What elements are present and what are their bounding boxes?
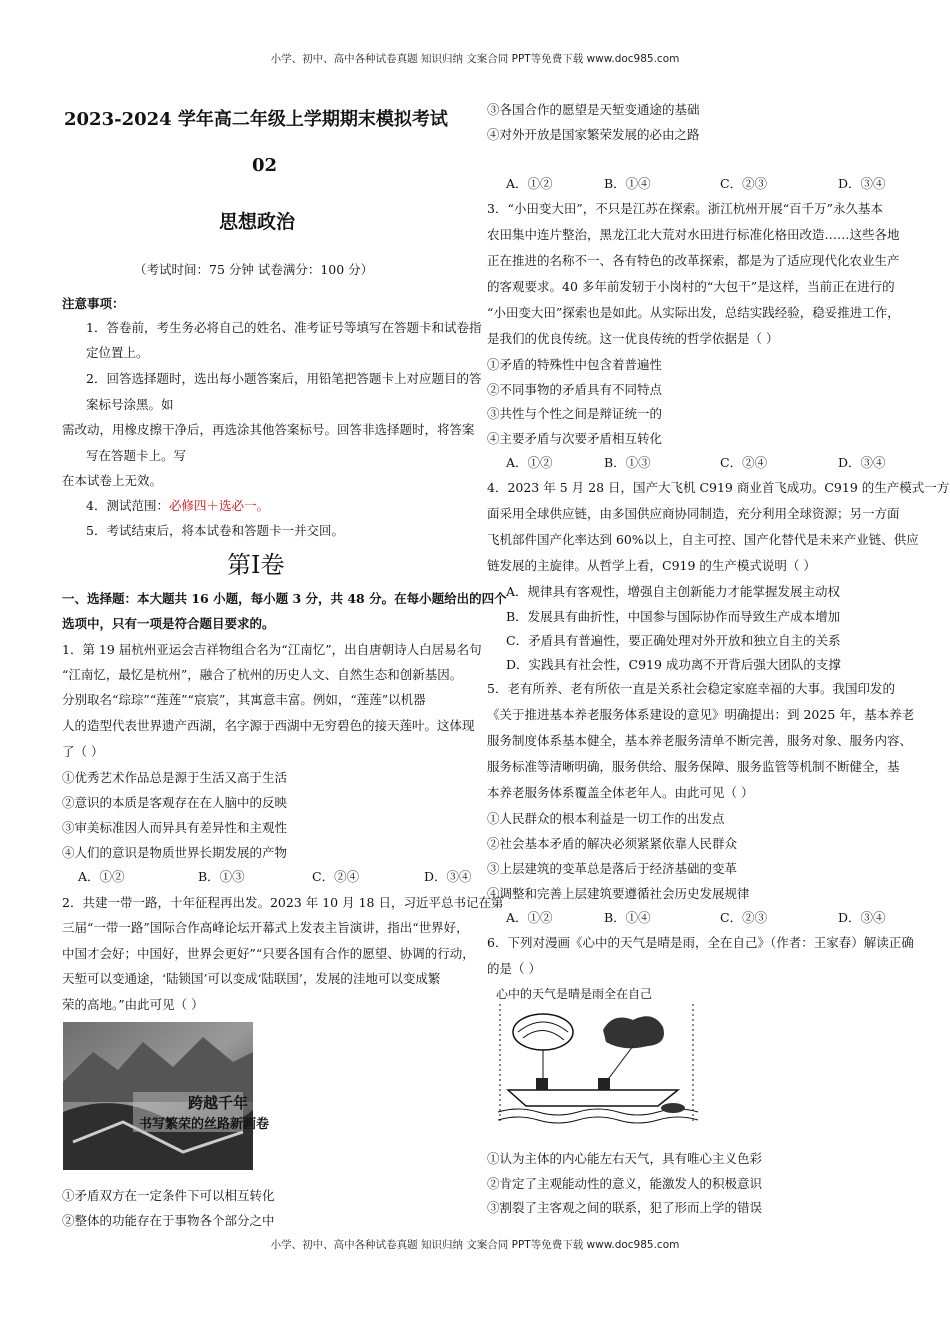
q6-stem-1: 6．下列对漫画《心中的天气是晴是雨，全在自己》（作者：王家春）解读正确	[487, 935, 914, 950]
q1-statement-1: ①优秀艺术作品总是源于生活又高于生活	[62, 770, 288, 785]
cartoon-caption: 心中的天气是晴是雨全在自己	[496, 987, 653, 1001]
q3-stem-4: 的客观要求。40 多年前发轫于小岗村的“大包干”是这样，当前正在进行的	[487, 279, 895, 294]
note-2b: 案标号涂黑。如	[86, 397, 174, 412]
q4-option-a[interactable]: A．规律具有客观性，增强自主创新能力才能掌握发展主动权	[506, 584, 841, 599]
q3-stem-1: 3．“小田变大田”，不只是江苏在探索。浙江杭州开展“百千万”永久基本	[487, 201, 884, 216]
note-5: 5．考试结束后，将本试卷和答题卡一并交回。	[86, 523, 344, 538]
q6-cartoon	[488, 982, 708, 1132]
q2-statement-4: ④对外开放是国家繁荣发展的必由之路	[487, 127, 700, 142]
q2-statement-3: ③各国合作的愿望是天堑变通途的基础	[487, 102, 700, 117]
q3-statement-4: ④主要矛盾与次要矛盾相互转化	[487, 431, 663, 446]
q1-options	[78, 869, 472, 885]
test-scope: 必修四＋选必一。	[168, 498, 269, 513]
q6-statement-2: ②肯定了主观能动性的意义，能激发人的积极意识	[487, 1176, 763, 1191]
q5-statement-2: ②社会基本矛盾的解决必须紧紧依靠人民群众	[487, 836, 738, 851]
q5-options	[506, 910, 896, 926]
q2-option-a[interactable]: A．①②	[506, 176, 553, 191]
q5-option-b[interactable]: B．①④	[604, 910, 651, 925]
exam-meta: （考试时间：75 分钟 试卷满分：100 分）	[134, 262, 374, 277]
note-2a: 2．回答选择题时，选出每小题答案后，用铅笔把答题卡上对应题目的答	[86, 371, 482, 386]
q3-option-b[interactable]: B．①③	[604, 455, 651, 470]
q1-statement-2: ②意识的本质是客观存在在人脑中的反映	[62, 795, 288, 810]
page-footer: 小学、初中、高中各种试卷真题 知识归纳 文案合同 PPT等免费下载 www.doc985.com	[270, 1239, 680, 1251]
q1-option-c[interactable]: C．②④	[312, 869, 360, 884]
q2-options	[506, 176, 896, 192]
q3-stem-5: “小田变大田”探索也是如此。从实际出发，总结实践经验，稳妥推进工作，	[487, 305, 900, 320]
note-2d: 写在答题卡上。写	[86, 448, 187, 463]
q2-option-c[interactable]: C．②③	[720, 176, 768, 191]
q3-statement-1: ①矛盾的特殊性中包含着普遍性	[487, 357, 663, 372]
q3-option-d[interactable]: D．③④	[838, 455, 886, 470]
photo-text-1: 跨越千年	[188, 1094, 249, 1112]
q3-option-c[interactable]: C．②④	[720, 455, 768, 470]
q3-stem-6: 是我们的优良传统。这一优良传统的哲学依据是（ ）	[487, 331, 779, 346]
note-2c: 需改动，用橡皮擦干净后，再选涂其他答案标号。回答非选择题时，将答案	[62, 422, 475, 437]
note-1a: 1．答卷前，考生务必将自己的姓名、准考证号等填写在答题卡和试卷指	[86, 320, 482, 335]
q6-stem-2: 的是（ ）	[487, 961, 541, 976]
q1-stem-1: 1．第 19 届杭州亚运会吉祥物组合名为“江南忆”，出自唐朝诗人白居易名句	[62, 642, 482, 657]
q2-photo	[63, 1022, 270, 1170]
q5-option-d[interactable]: D．③④	[838, 910, 886, 925]
q5-statement-3: ③上层建筑的变革总是落后于经济基础的变革	[487, 861, 738, 876]
q1-statement-4: ④人们的意识是物质世界长期发展的产物	[62, 845, 288, 860]
q1-stem-2: “江南忆，最忆是杭州”，融合了杭州的历史人文、自然生态和创新基因。	[62, 667, 463, 682]
subject-title: 思想政治	[219, 211, 296, 233]
q2-stem-4: 天堑可以变通途，‘陆锁国’可以变成‘陆联国’，发展的洼地可以变成繁	[62, 971, 441, 986]
q3-stem-3: 正在推进的名称不一、各有特色的改革探索，都是为了适应现代化农业生产	[487, 253, 900, 268]
q5-stem-5: 本养老服务体系覆盖全体老年人。由此可见（ ）	[487, 785, 754, 800]
q4-stem-3: 飞机部件国产化率达到 60%以上，自主可控、国产化替代是未来产业链、供应	[487, 532, 919, 547]
q2-stem-2: 三届“一带一路”国际合作高峰论坛开幕式上发表主旨演讲，指出“世界好，	[62, 920, 469, 935]
q2-option-d[interactable]: D．③④	[838, 176, 886, 191]
q2-stem-5: 荣的高地。”由此可见（ ）	[62, 997, 204, 1012]
note-1b: 定位置上。	[86, 345, 149, 360]
q3-options	[506, 455, 896, 471]
q5-option-a[interactable]: A．①②	[506, 910, 553, 925]
q1-option-b[interactable]: B．①③	[198, 869, 245, 884]
q5-stem-1: 5．老有所养、老有所依一直是关系社会稳定家庭幸福的大事。我国印发的	[487, 681, 895, 696]
q6-statement-3: ③割裂了主客观之间的联系，犯了形而上学的错误	[487, 1200, 763, 1215]
exam-title: 2023-2024 学年高二年级上学期期末模拟考试	[64, 109, 448, 130]
q1-stem-4: 人的造型代表世界遗产西湖，名字源于西湖中无穷碧色的接天莲叶。这体现	[62, 718, 475, 733]
q1-stem-3: 分别取名“琮琮”“莲莲”“宸宸”，其寓意丰富。例如，“莲莲”以机器	[62, 692, 426, 707]
q4-option-d[interactable]: D．实践具有社会性，C919 成功离不开背后强大团队的支撑	[506, 657, 841, 672]
q1-statement-3: ③审美标准因人而异具有差异性和主观性	[62, 820, 288, 835]
q4-option-c[interactable]: C．矛盾具有普遍性，要正确处理对外开放和独立自主的关系	[506, 633, 841, 648]
q6-statement-1: ①认为主体的内心能左右天气，具有唯心主义色彩	[487, 1151, 763, 1166]
note-2e: 在本试卷上无效。	[62, 473, 163, 488]
notes-heading: 注意事项：	[62, 296, 125, 311]
q4-stem-1: 4．2023 年 5 月 28 日，国产大飞机 C919 商业首飞成功。C919 的生产模式一方	[487, 480, 950, 495]
exam-title-number: 02	[252, 155, 278, 176]
q3-option-a[interactable]: A．①②	[506, 455, 553, 470]
note-4	[86, 498, 269, 514]
q5-option-c[interactable]: C．②③	[720, 910, 768, 925]
q5-statement-1: ①人民群众的根本利益是一切工作的出发点	[487, 811, 725, 826]
section-intro-1: 一、选择题：本大题共 16 小题，每小题 3 分，共 48 分。在每小题给出的四个	[62, 591, 507, 606]
page-header: 小学、初中、高中各种试卷真题 知识归纳 文案合同 PPT等免费下载 www.doc985.com	[270, 53, 680, 65]
section-title: 第Ⅰ卷	[227, 551, 285, 579]
q2-stem-1: 2．共建一带一路，十年征程再出发。2023 年 10 月 18 日，习近平总书记在第	[62, 895, 504, 910]
q5-stem-4: 服务标准等清晰明确，服务供给、服务保障、服务监管等机制不断健全，基	[487, 759, 900, 774]
q4-stem-2: 面采用全球供应链，由多国供应商协同制造，充分利用全球资源；另一方面	[487, 506, 900, 521]
q3-statement-3: ③共性与个性之间是辩证统一的	[487, 406, 663, 421]
q5-stem-2: 《关于推进基本养老服务体系建设的意见》明确提出：到 2025 年，基本养老	[487, 707, 915, 722]
q5-statement-4: ④调整和完善上层建筑要遵循社会历史发展规律	[487, 886, 750, 901]
q4-option-b[interactable]: B．发展具有曲折性，中国参与国际协作而导致生产成本增加	[506, 609, 841, 624]
section-intro-2: 选项中，只有一项是符合题目要求的。	[62, 616, 275, 631]
silk-road-photo-image	[63, 1022, 270, 1170]
q5-stem-3: 服务制度体系基本健全，基本养老服务清单不断完善，服务对象、服务内容、	[487, 733, 913, 748]
q2-statement-2: ②整体的功能存在于事物各个部分之中	[62, 1213, 275, 1228]
q4-stem-4: 链发展的主旋律。从哲学上看，C919 的生产模式说明（ ）	[487, 558, 816, 573]
q2-stem-3: 中国才会好；中国好，世界会更好”“只要各国有合作的愿望、协调的行动，	[62, 946, 475, 961]
photo-text-2: 书写繁荣的丝路新画卷	[139, 1117, 270, 1132]
q1-option-a[interactable]: A．①②	[78, 869, 125, 884]
q2-option-b[interactable]: B．①④	[604, 176, 651, 191]
q2-statement-1: ①矛盾双方在一定条件下可以相互转化	[62, 1188, 275, 1203]
cartoon-image	[488, 982, 708, 1132]
q3-stem-2: 农田集中连片整治，黑龙江北大荒对水田进行标准化格田改造……这些各地	[487, 227, 900, 242]
q1-option-d[interactable]: D．③④	[424, 869, 472, 884]
q3-statement-2: ②不同事物的矛盾具有不同特点	[487, 382, 663, 397]
q1-stem-5: 了（ ）	[62, 744, 104, 759]
note-4-prefix: 4．测试范围：	[86, 498, 169, 513]
